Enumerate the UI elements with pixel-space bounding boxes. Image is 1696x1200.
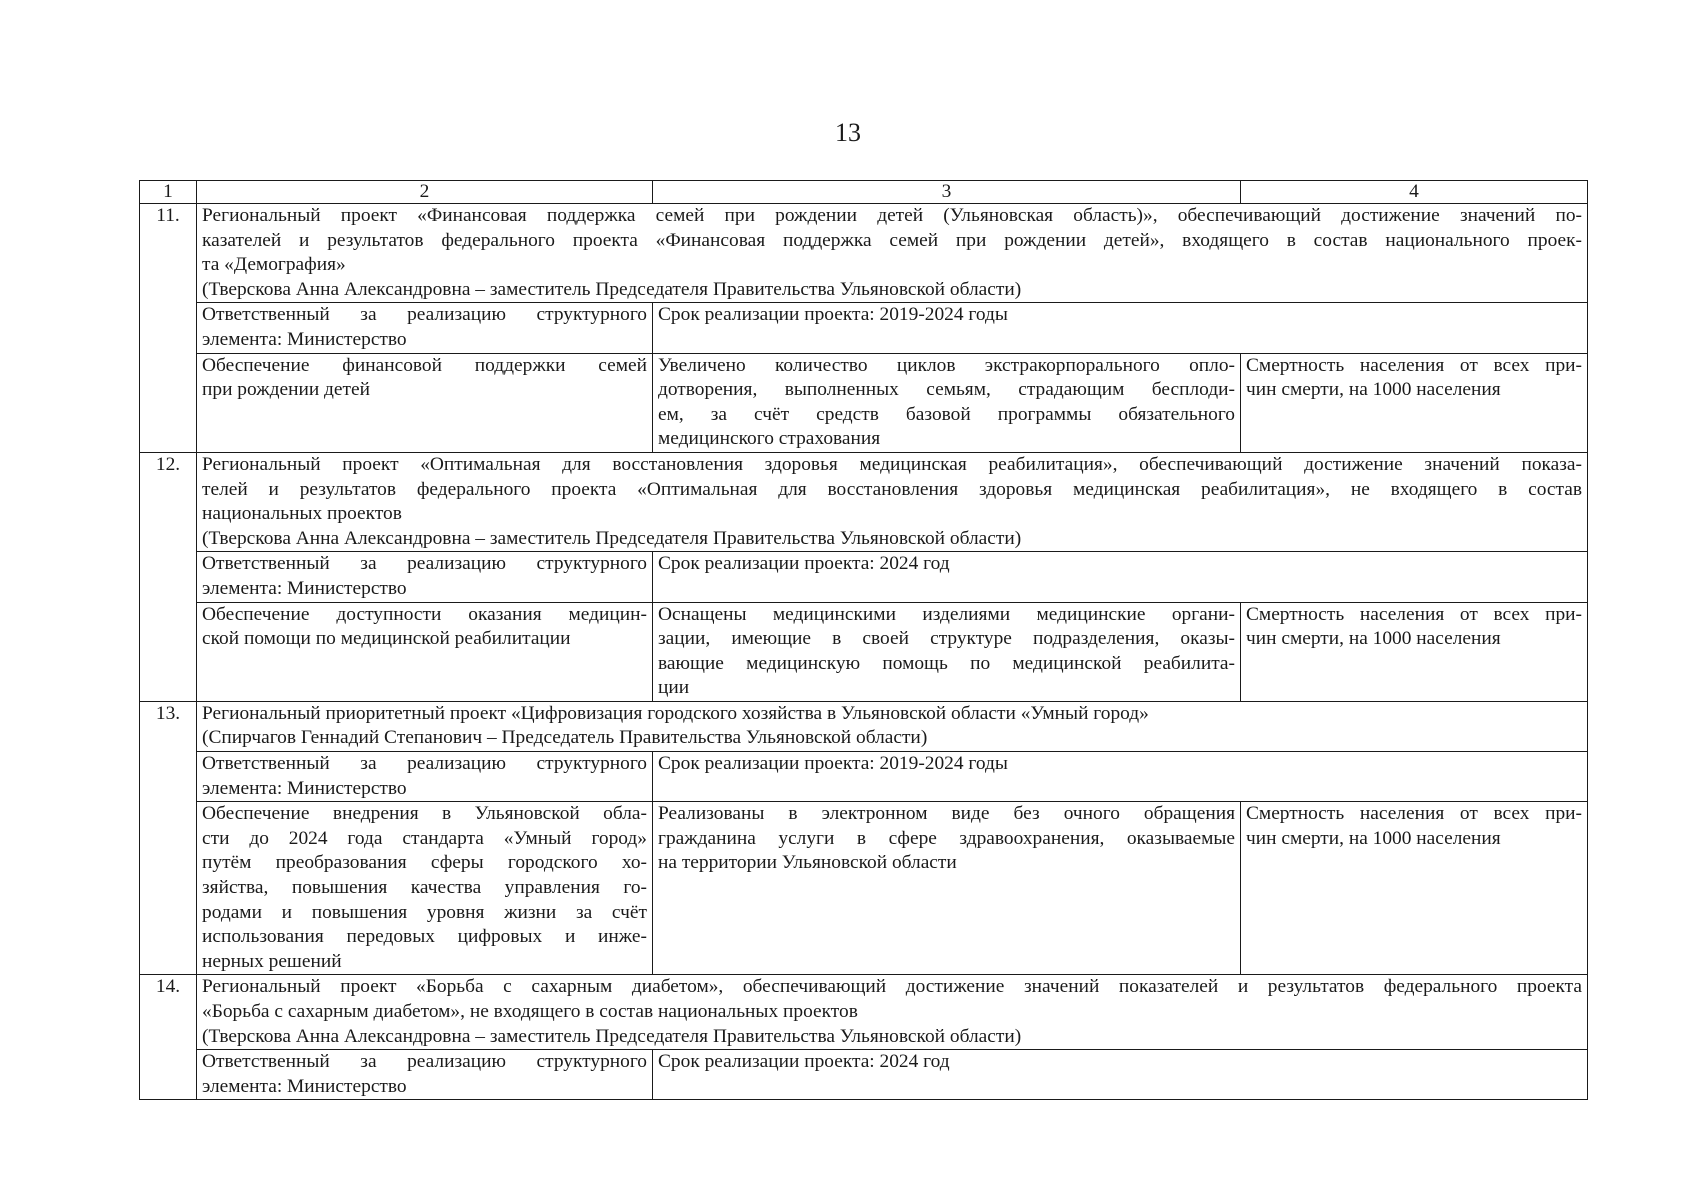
indicator-cell: Смертность населения от всех при- чин смерти, на 1000 населения bbox=[1241, 353, 1588, 452]
column-header: 4 bbox=[1241, 181, 1588, 204]
responsible-row bbox=[140, 303, 1588, 353]
term-cell: Срок реализации проекта: 2024 год bbox=[653, 1050, 1588, 1100]
row-number: 12. bbox=[140, 452, 197, 701]
project-title: Региональный проект «Финансовая поддержка семей при рождении детей (Ульяновская область)», обеспечивающий достижение значений по- казателей и результатов федерального проекта «Финансовая поддержка семей при рождении детей», входящего в состав национального проек- та «Демография» (Тверскова Анна Александровна – заместитель Председателя Правительства Ульяновской области) bbox=[197, 204, 1588, 303]
task-cell: Обеспечение доступности оказания медицин- ской помощи по медицинской реабилитации bbox=[197, 602, 653, 701]
row-number: 11. bbox=[140, 204, 197, 453]
project-title: Региональный приоритетный проект «Цифровизация городского хозяйства в Ульяновской области «Умный город» (Спирчагов Геннадий Степанович – Председатель Правительства Ульяновской области) bbox=[197, 701, 1588, 751]
column-header: 2 bbox=[197, 181, 653, 204]
page-number: 13 bbox=[835, 118, 861, 147]
project-title-row bbox=[140, 701, 1588, 751]
project-title-row bbox=[140, 975, 1588, 1050]
responsible-row bbox=[140, 752, 1588, 802]
header-row bbox=[140, 181, 1588, 204]
term-cell: Срок реализации проекта: 2019-2024 годы bbox=[653, 752, 1588, 802]
column-header: 1 bbox=[140, 181, 197, 204]
responsible-row bbox=[140, 1050, 1588, 1100]
responsible-cell: Ответственный за реализацию структурного элемента: Министерство bbox=[197, 303, 653, 353]
result-cell: Реализованы в электронном виде без очного обращения гражданина услуги в сфере здравоохранения, оказываемые на территории Ульяновской области bbox=[653, 802, 1241, 975]
task-row bbox=[140, 802, 1588, 975]
column-header: 3 bbox=[653, 181, 1241, 204]
project-title: Региональный проект «Оптимальная для восстановления здоровья медицинская реабилитация», обеспечивающий достижение значений показа- телей и результатов федерального проекта «Оптимальная для восстановления здоровья медицинская реабилитация», не входящего в состав национальных проектов (Тверскова Анна Александровна – заместитель Председателя Правительства Ульяновской области) bbox=[197, 452, 1588, 551]
task-row bbox=[140, 602, 1588, 701]
task-cell: Обеспечение внедрения в Ульяновской обла- сти до 2024 года стандарта «Умный город» путём преобразования сферы городского хо- зяйства, повышения качества управления го- родами и повышения уровня жизни за счёт использования передовых цифровых и инже- нерных решений bbox=[197, 802, 653, 975]
indicator-cell: Смертность населения от всех при- чин смерти, на 1000 населения bbox=[1241, 802, 1588, 975]
result-cell: Увеличено количество циклов экстракорпорального опло- дотворения, выполненных семьям, страдающим бесплоди- ем, за счёт средств базовой программы обязательного медицинского страхования bbox=[653, 353, 1241, 452]
projects-table bbox=[139, 180, 1588, 1100]
responsible-cell: Ответственный за реализацию структурного элемента: Министерство bbox=[197, 1050, 653, 1100]
result-cell: Оснащены медицинскими изделиями медицинские органи- зации, имеющие в своей структуре подразделения, оказы- вающие медицинскую помощь по медицинской реабилита- ции bbox=[653, 602, 1241, 701]
responsible-cell: Ответственный за реализацию структурного элемента: Министерство bbox=[197, 752, 653, 802]
row-number: 13. bbox=[140, 701, 197, 975]
project-title-row bbox=[140, 452, 1588, 551]
term-cell: Срок реализации проекта: 2019-2024 годы bbox=[653, 303, 1588, 353]
indicator-cell: Смертность населения от всех при- чин смерти, на 1000 населения bbox=[1241, 602, 1588, 701]
task-cell: Обеспечение финансовой поддержки семей при рождении детей bbox=[197, 353, 653, 452]
responsible-cell: Ответственный за реализацию структурного элемента: Министерство bbox=[197, 552, 653, 602]
project-title: Региональный проект «Борьба с сахарным диабетом», обеспечивающий достижение значений показателей и результатов федерального проекта «Борьба с сахарным диабетом», не входящего в состав национальных проектов (Тверскова Анна Александровна – заместитель Председателя Правительства Ульяновской области) bbox=[197, 975, 1588, 1050]
task-row bbox=[140, 353, 1588, 452]
row-number: 14. bbox=[140, 975, 197, 1100]
term-cell: Срок реализации проекта: 2024 год bbox=[653, 552, 1588, 602]
responsible-row bbox=[140, 552, 1588, 602]
project-title-row bbox=[140, 204, 1588, 303]
